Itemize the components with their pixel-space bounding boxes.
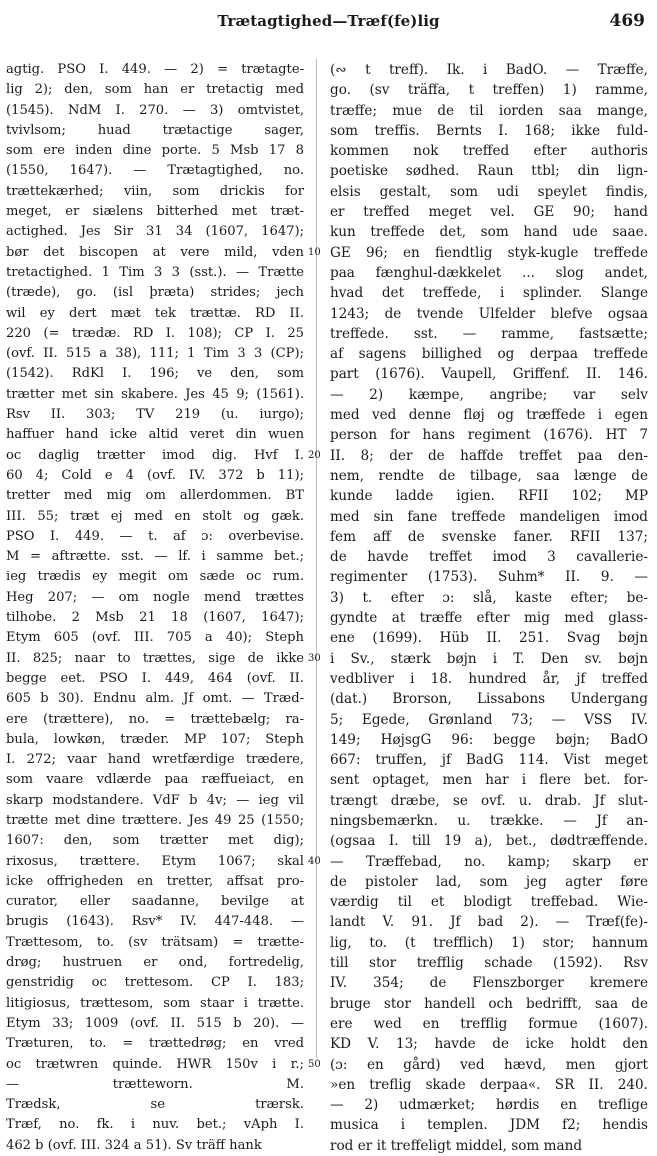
text-line: curator, eller saadanne, bevilge at <box>6 894 304 910</box>
text-line: (ɔ: en gård) ved hævd, men gjort <box>330 1056 648 1073</box>
text-line: genstridig oc trettesom. CP I. 183; <box>6 975 304 991</box>
text-line: (ovf. II. 515 a 38), 111; 1 Tim 3 3 (CP); <box>6 346 304 362</box>
text-line: — Træffebad, no. kamp; skarp er <box>330 853 648 870</box>
text-line: 5; Egede, Grønland 73; — VSS IV. <box>330 711 648 728</box>
text-line: II. 8; der de haffde treffet paa den- <box>330 447 648 464</box>
text-line: Trædsk, se trærsk. <box>6 1097 304 1113</box>
text-line: af sagens billighed og derpaa treffede <box>330 346 648 363</box>
text-line: »en treflig skade derpaa«. SR II. 240. <box>330 1076 648 1093</box>
text-line: GE 96; en fiendtlig styk-kugle treffede <box>330 244 648 261</box>
text-line: kommen nok treffed efter authoris <box>330 143 648 160</box>
text-line: bula, lowkøn, træder. MP 107; Steph <box>6 731 304 747</box>
text-line: lig 2); den, som han er tretactig med <box>6 82 304 98</box>
text-line: sent optaget, men har i flere bet. for- <box>330 772 648 789</box>
text-line: kunde ladde igien. RFII 102; MP <box>330 488 648 505</box>
text-line: icke offrigheden en tretter, affsat pro- <box>6 873 304 889</box>
text-line: 149; HøjsgG 96: begge bøjn; BadO <box>330 731 648 748</box>
text-line: Trættesom, to. (sv trätsam) = trætte- <box>6 934 304 950</box>
text-line: (1550, 1647). — Trætagtighed, no. <box>6 163 304 179</box>
text-line: drøg; hustruen er ond, fortredelig, <box>6 955 304 971</box>
text-line: go. (sv träffa, t treffen) 1) ramme, <box>330 82 648 99</box>
text-line: gyndte at træffe efter mig med glass- <box>330 610 648 627</box>
text-line: ene (1699). Hüb II. 251. Svag bøjn <box>330 630 648 647</box>
text-line: actighed. Jes Sir 31 34 (1607, 1647); <box>6 224 304 240</box>
text-line: ere wed en trefflig formue (1607). <box>330 1015 648 1032</box>
line-number: 40 <box>308 856 321 867</box>
text-line: (træde), go. (isl þræta) strides; jech <box>6 285 304 301</box>
text-line: skarp modstandere. VdF b 4v; — ieg vil <box>6 792 304 808</box>
text-line: 667: truffen, jf BadG 114. Vist meget <box>330 752 648 769</box>
text-line: 3) t. efter ɔ: slå, kaste efter; be- <box>330 589 648 606</box>
line-number: 50 <box>308 1059 321 1070</box>
line-number: 10 <box>308 247 321 258</box>
text-line: kun treffede det, som hand ude saae. <box>330 224 648 241</box>
text-line: tretactighed. 1 Tim 3 3 (sst.). — Trætte <box>6 264 304 280</box>
text-line: treffede. sst. — ramme, fastsætte; <box>330 325 648 342</box>
column-divider <box>316 58 317 1058</box>
text-line: — trætteworn. M. <box>6 1076 304 1092</box>
left-column <box>6 60 304 1156</box>
text-line: de havde treffet imod 3 cavallerie- <box>330 549 648 566</box>
text-line: rixosus, trættere. Etym 1067; skal <box>6 853 304 869</box>
text-line: I. 272; vaar hand wretfærdige trædere, <box>6 752 304 768</box>
text-line: med sin fane treffede mandeligen imod <box>330 508 648 525</box>
text-line: KD V. 13; havde de icke holdt den <box>330 1036 648 1053</box>
text-line: ieg trædis ey megit om sæde oc rum. <box>6 569 304 585</box>
text-line: haffuer hand icke altid veret din wuen <box>6 427 304 443</box>
text-line: meget, er siælens bitterhed met træt- <box>6 204 304 220</box>
text-line: — 2) kæmpe, angribe; var selv <box>330 386 648 403</box>
text-line: værdig til et blodigt treffebad. Wie- <box>330 894 648 911</box>
text-line: træffe; mue de til iorden saa mange, <box>330 102 648 119</box>
text-line: lig, to. (t trefflich) 1) stor; hannum <box>330 934 648 951</box>
page-header <box>0 8 657 38</box>
text-line: III. 55; træt ej med en stolt og gæk. <box>6 508 304 524</box>
text-line: trætter met sin skabere. Jes 45 9; (1561). <box>6 386 304 402</box>
text-line: bruge stor handell och bedrifft, saa de <box>330 995 648 1012</box>
text-line: Etym 605 (ovf. III. 705 a 40); Steph <box>6 630 304 646</box>
text-line: fem aff de svenske faner. RFII 137; <box>330 528 648 545</box>
page-number: 469 <box>609 11 645 31</box>
text-line: PSO I. 449. — t. af ɔ: overbevise. <box>6 528 304 544</box>
text-line: vedbliver i 18. hundred år, jf treffed <box>330 670 648 687</box>
text-line: tilhobe. 2 Msb 21 18 (1607, 1647); <box>6 610 304 626</box>
text-line: trættekærhed; viin, som drickis for <box>6 183 304 199</box>
text-line: II. 825; naar to trættes, sige de ikke <box>6 650 304 666</box>
text-line: wil ey dert mæt tek trættæ. RD II. <box>6 305 304 321</box>
text-line: bør det biscopen at vere mild, vden <box>6 244 304 260</box>
text-line: 1607: den, som trætter met dig); <box>6 833 304 849</box>
text-line: litigiosus, trættesom, som staar i trætte. <box>6 995 304 1011</box>
text-line: Træturen, to. = trættedrøg; en vred <box>6 1036 304 1052</box>
text-line: IV. 354; de Flenszborger kremere <box>330 975 648 992</box>
text-line: de pistoler lad, som jeg agter føre <box>330 873 648 890</box>
text-line: nem, rendte de tilbage, saa længe de <box>330 467 648 484</box>
text-line: trætte met dine trættere. Jes 49 25 (1550; <box>6 812 304 828</box>
line-number: 30 <box>308 653 321 664</box>
text-line: (1542). RdKl I. 196; ve den, som <box>6 366 304 382</box>
text-line: agtig. PSO I. 449. — 2) = trætagte- <box>6 62 304 77</box>
text-line: hvad det treffede, i splinder. Slange <box>330 285 648 302</box>
text-line: person for hans regiment (1676). HT 7 <box>330 427 648 444</box>
text-line: er treffed meget vel. GE 90; hand <box>330 204 648 221</box>
line-number: 20 <box>308 450 321 461</box>
text-line: 462 b (ovf. III. 324 a 51). Sv träff hank <box>6 1137 262 1153</box>
text-line: Træf, no. fk. i nuv. bet.; vAph I. <box>6 1117 304 1133</box>
text-line: trængt dræbe, se ovf. u. drab. Jf slut- <box>330 792 648 809</box>
running-title: Trætagtighed—Træf(fe)lig <box>217 12 440 30</box>
text-line: M = aftrætte. sst. — lf. i samme bet.; <box>6 549 304 565</box>
text-line: Heg 207; — om nogle mend trættes <box>6 589 304 605</box>
text-line: Rsv II. 303; TV 219 (u. iurgo); <box>6 407 304 423</box>
text-line: 605 b 30). Endnu alm. Jf omt. — Træd- <box>6 691 304 707</box>
text-line: paa fænghul-dækkelet ... slog andet, <box>330 264 648 281</box>
text-line: poetiske sødhed. Raun ttbl; din lign- <box>330 163 648 180</box>
text-line: 220 (= trædæ. RD I. 108); CP I. 25 <box>6 325 304 341</box>
text-line: regimenter (1753). Suhm* II. 9. — <box>330 569 648 586</box>
text-line: (∾ t treff). Ik. i BadO. — Træffe, <box>330 62 648 78</box>
text-line: tretter med mig om allerdommen. BT <box>6 488 304 504</box>
text-line: med ved denne fløj og træffede i egen <box>330 407 648 424</box>
text-line: 60 4; Cold e 4 (ovf. IV. 372 b 11); <box>6 467 304 483</box>
right-column <box>330 60 648 1156</box>
text-line: landt V. 91. Jf bad 2). — Træf(fe)- <box>330 914 648 931</box>
text-line: som ere inden dine porte. 5 Msb 17 8 <box>6 143 304 159</box>
text-line: till stor trefflig schade (1592). Rsv <box>330 955 648 972</box>
text-line: — 2) udmærket; hørdis en treflige <box>330 1097 648 1114</box>
text-line: rod er it treffeligt middel, som mand <box>330 1137 583 1154</box>
text-line: elsis gestalt, som udi speylet findis, <box>330 183 648 200</box>
text-line: brugis (1643). Rsv* IV. 447-448. — <box>6 914 304 930</box>
text-line: oc daglig trætter imod dig. Hvf I. <box>6 447 304 463</box>
text-line: Etym 33; 1009 (ovf. II. 515 b 20). — <box>6 1015 304 1031</box>
text-line: i Sv., stærk bøjn i T. Den sv. bøjn <box>330 650 648 667</box>
text-line: (dat.) Brorson, Lissabons Undergang <box>330 691 648 708</box>
text-line: tvivlsom; huad trætactige sager, <box>6 122 304 138</box>
text-line: som treffis. Bernts I. 168; ikke fuld- <box>330 122 648 139</box>
text-line: ningsbemærkn. u. trække. — Jf an- <box>330 812 648 829</box>
text-line: part (1676). Vaupell, Griffenf. II. 146. <box>330 366 648 383</box>
text-line: 1243; de tvende Ulfelder blefve ogsaa <box>330 305 648 322</box>
text-line: ere (trættere), no. = trættebælg; ra- <box>6 711 304 727</box>
text-line: musica i templen. JDM f2; hendis <box>330 1117 648 1134</box>
text-line: oc trætwren quinde. HWR 150v i r.; <box>6 1056 304 1072</box>
text-line: (1545). NdM I. 270. — 3) omtvistet, <box>6 102 304 118</box>
text-line: som vaare vdlærde paa ræffueiact, en <box>6 772 304 788</box>
text-line: (ogsaa I. till 19 a), bet., dødtræffende. <box>330 833 648 850</box>
text-line: begge eet. PSO I. 449, 464 (ovf. II. <box>6 670 304 686</box>
